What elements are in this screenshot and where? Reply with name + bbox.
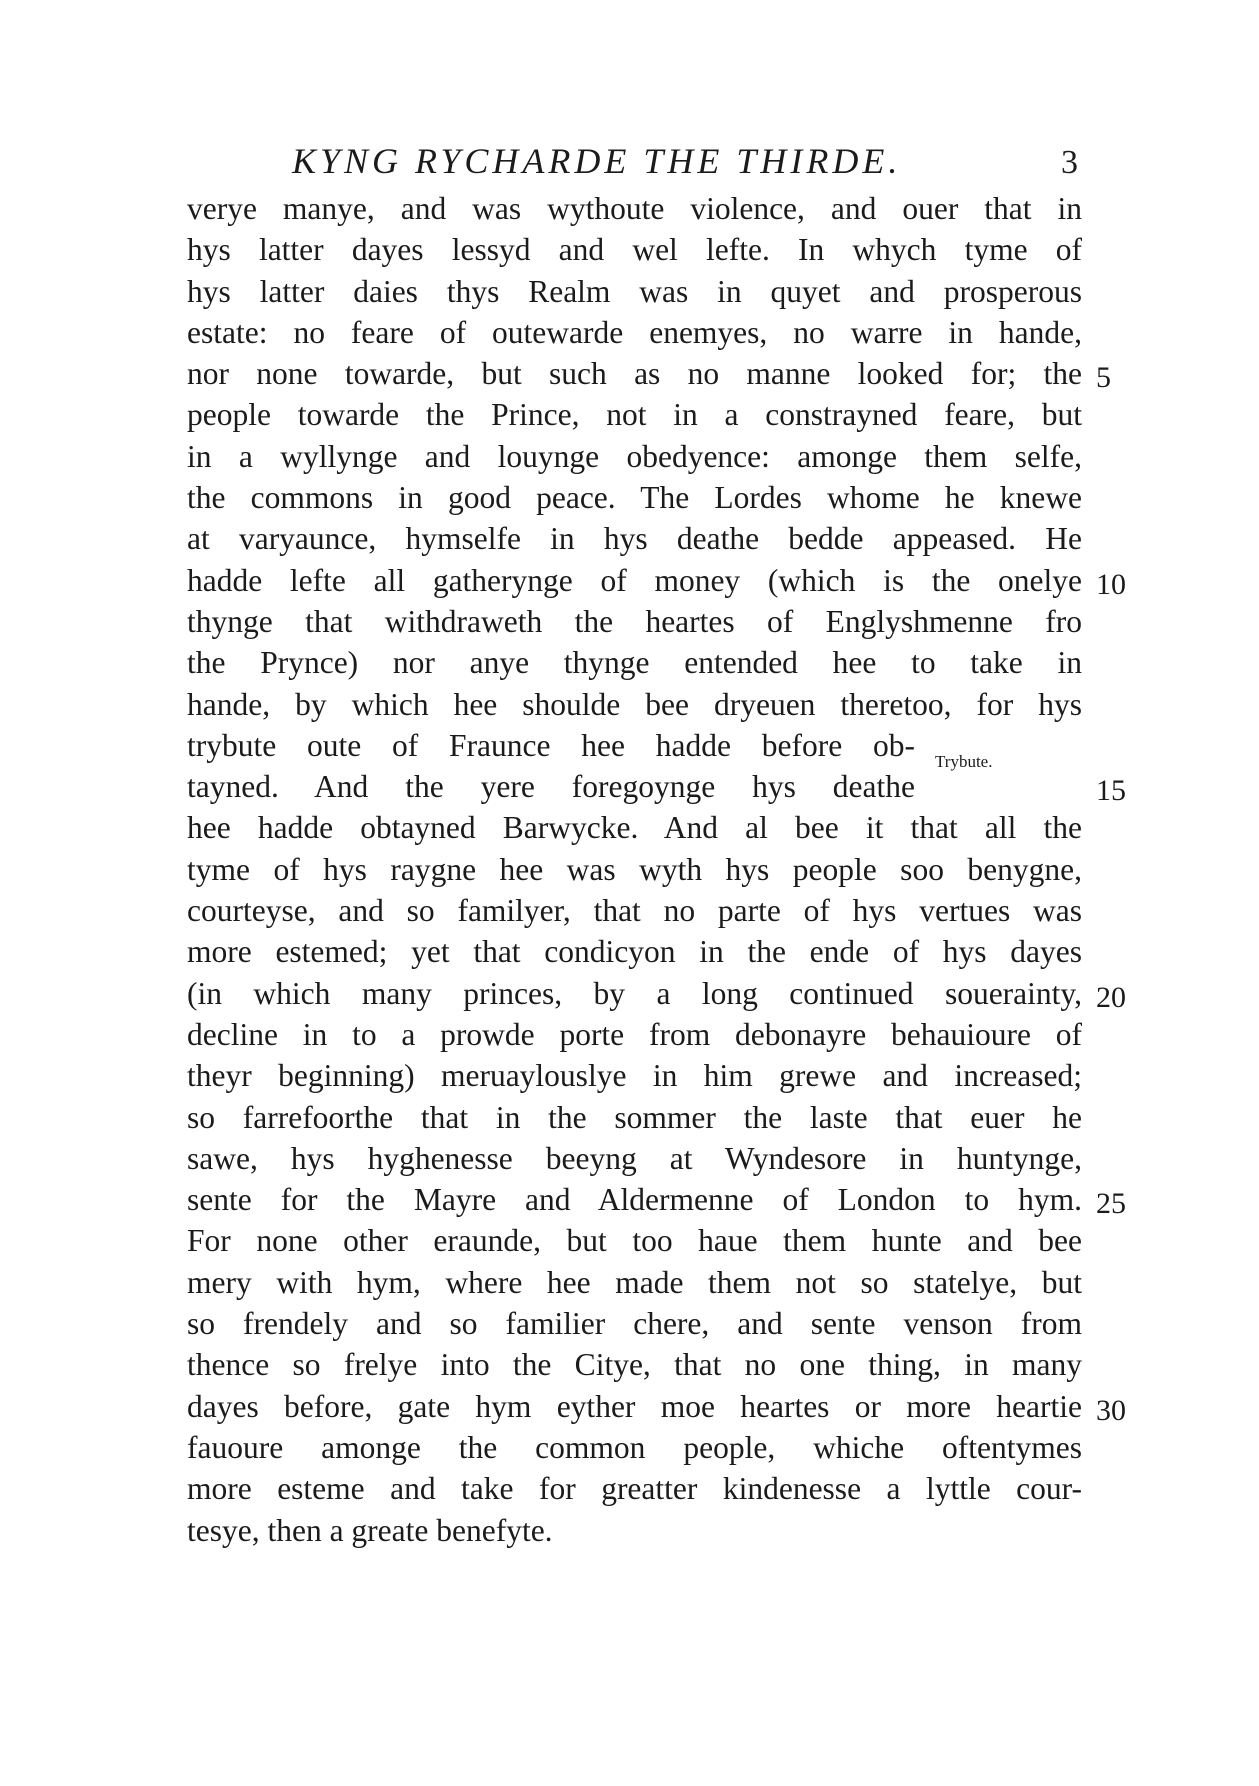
line-number: 30: [1096, 1394, 1126, 1427]
text-line: dayes before, gate hym eyther moe heartes or more heartie: [187, 1388, 1082, 1424]
line-number: 10: [1096, 568, 1126, 601]
text-line: thence so frelye into the Citye, that no one thing, in many: [187, 1347, 1082, 1383]
text-line: in a wyllynge and louynge obedyence: amonge them selfe,: [187, 438, 1082, 474]
text-line: people towarde the Prince, not in a constrayned feare, but: [187, 397, 1082, 433]
text-line: courteyse, and so familyer, that no parte of hys vertues was: [187, 893, 1082, 929]
text-line: more estemed; yet that condicyon in the ende of hys dayes: [187, 934, 1082, 970]
text-line: more esteme and take for greatter kindenesse a lyttle cour-: [187, 1471, 1082, 1507]
text-line: decline in to a prowde porte from debonayre behauioure of: [187, 1016, 1082, 1052]
line-number: 5: [1096, 361, 1111, 394]
text-line: fauoure amonge the common people, whiche oftentymes: [187, 1429, 1082, 1465]
line-number: 25: [1096, 1187, 1126, 1220]
text-line: hande, by which hee shoulde bee dryeuen theretoo, for hys: [187, 686, 1082, 722]
text-line: hadde lefte all gatherynge of money (which is the onelye: [187, 562, 1082, 598]
text-line: tesye, then a greate benefyte.: [187, 1512, 553, 1548]
text-line: at varyaunce, hymselfe in hys deathe bedde appeased. He: [187, 521, 1082, 557]
margin-note: Trybute.: [935, 752, 993, 771]
text-line: nor none towarde, but such as no manne looked for; the: [187, 356, 1082, 392]
text-line: trybute oute of Fraunce hee hadde before ob-: [187, 727, 915, 763]
text-line: the Prynce) nor anye thynge entended hee to take in: [187, 645, 1082, 681]
text-line: so frendely and so familier chere, and sente venson from: [187, 1306, 1082, 1342]
text-line: sente for the Mayre and Aldermenne of London to hym.: [187, 1182, 1082, 1218]
text-line: hee hadde obtayned Barwycke. And al bee it that all the: [187, 810, 1082, 846]
text-line: (in which many princes, by a long continued souerainty,: [187, 975, 1082, 1011]
text-line: hys latter dayes lessyd and wel lefte. In whych tyme of: [187, 232, 1082, 268]
page-number: 3: [1061, 144, 1078, 181]
text-line: tayned. And the yere foregoynge hys deathe: [187, 769, 915, 805]
text-line: so farrefoorthe that in the sommer the laste that euer he: [187, 1099, 1082, 1135]
text-line: verye manye, and was wythoute violence, and ouer that in: [187, 191, 1082, 226]
text-line: thynge that withdraweth the heartes of Englyshmenne fro: [187, 603, 1082, 639]
text-line: For none other eraunde, but too haue them hunte and bee: [187, 1223, 1082, 1259]
text-line: estate: no feare of outewarde enemyes, no warre in hande,: [187, 314, 1082, 350]
body-text: [187, 188, 1082, 1551]
text-line: sawe, hys hyghenesse beeyng at Wyndesore in huntynge,: [187, 1140, 1082, 1176]
text-line: hys latter daies thys Realm was in quyet and prosperous: [187, 273, 1082, 309]
line-number: 20: [1096, 981, 1126, 1014]
running-title: KYNG RYCHARDE THE THIRDE.: [292, 141, 902, 181]
text-line: tyme of hys raygne hee was wyth hys people soo benygne,: [187, 851, 1082, 887]
line-number: 15: [1096, 774, 1126, 807]
text-line: theyr beginning) meruaylouslye in him grewe and increased;: [187, 1058, 1082, 1094]
text-line: mery with hym, where hee made them not so statelye, but: [187, 1264, 1082, 1300]
text-line: the commons in good peace. The Lordes whome he knewe: [187, 480, 1082, 516]
